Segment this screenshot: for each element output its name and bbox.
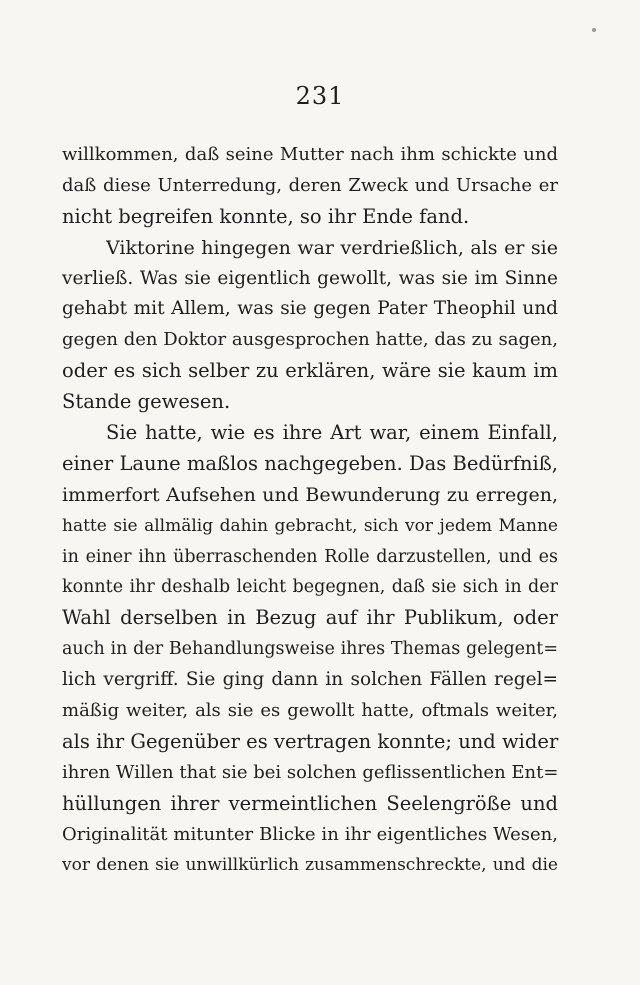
text-line: gegen den Doktor ausgesprochen hatte, das zu sagen, <box>62 329 558 351</box>
text-line: oder es sich selber zu erklären, wäre sie kaum im <box>62 359 558 383</box>
text-line: gehabt mit Allem, was sie gegen Pater Theophil und <box>62 298 558 320</box>
text-line: auch in der Behandlungsweise ihres Themas gelegent= <box>62 639 558 660</box>
text-line: ihren Willen that sie bei solchen geflissentlichen Ent= <box>62 761 559 783</box>
text-line: Originalität mitunter Blicke in ihr eigentliches Wesen, <box>62 823 558 845</box>
text-line: einer Laune maßlos nachgegeben. Das Bedürfniß, <box>62 451 558 475</box>
text-line: lich vergriff. Sie ging dann in solchen Fällen regel= <box>62 669 558 691</box>
text-line: hatte sie allmälig dahin gebracht, sich vor jedem Manne <box>62 515 558 536</box>
text-line: daß diese Unterredung, deren Zweck und Ursache er <box>62 174 558 196</box>
text-line: vor denen sie unwillkürlich zusammenschreckte, und die <box>62 855 558 876</box>
text-line: Viktorine hingegen war verdrießlich, als er sie <box>106 236 558 259</box>
body-text <box>62 140 558 881</box>
text-line: immerfort Aufsehen und Bewunderung zu erregen, <box>62 483 558 506</box>
text-line: in einer ihn überraschenden Rolle darzustellen, und es <box>62 546 558 567</box>
ink-speck <box>592 28 596 32</box>
text-line: willkommen, daß seine Mutter nach ihm schickte und <box>62 144 558 165</box>
text-line: als ihr Gegenüber es vertragen konnte; und wider <box>62 729 559 753</box>
text-line: nicht begreifen konnte, so ihr Ende fand. <box>62 204 470 228</box>
text-line: Stande gewesen. <box>62 390 231 414</box>
text-line: verließ. Was sie eigentlich gewollt, was sie im Sinne <box>62 267 558 289</box>
page-number: 231 <box>295 82 345 110</box>
text-line: hüllungen ihrer vermeintlichen Seelengröße und <box>62 791 558 815</box>
text-line: Wahl derselben in Bezug auf ihr Publikum, oder <box>62 606 558 630</box>
text-line: Sie hatte, wie es ihre Art war, einem Einfall, <box>106 421 558 445</box>
text-line: mäßig weiter, als sie es gewollt hatte, oftmals weiter, <box>62 700 558 722</box>
text-line: konnte ihr deshalb leicht begegnen, daß sie sich in der <box>62 577 558 598</box>
